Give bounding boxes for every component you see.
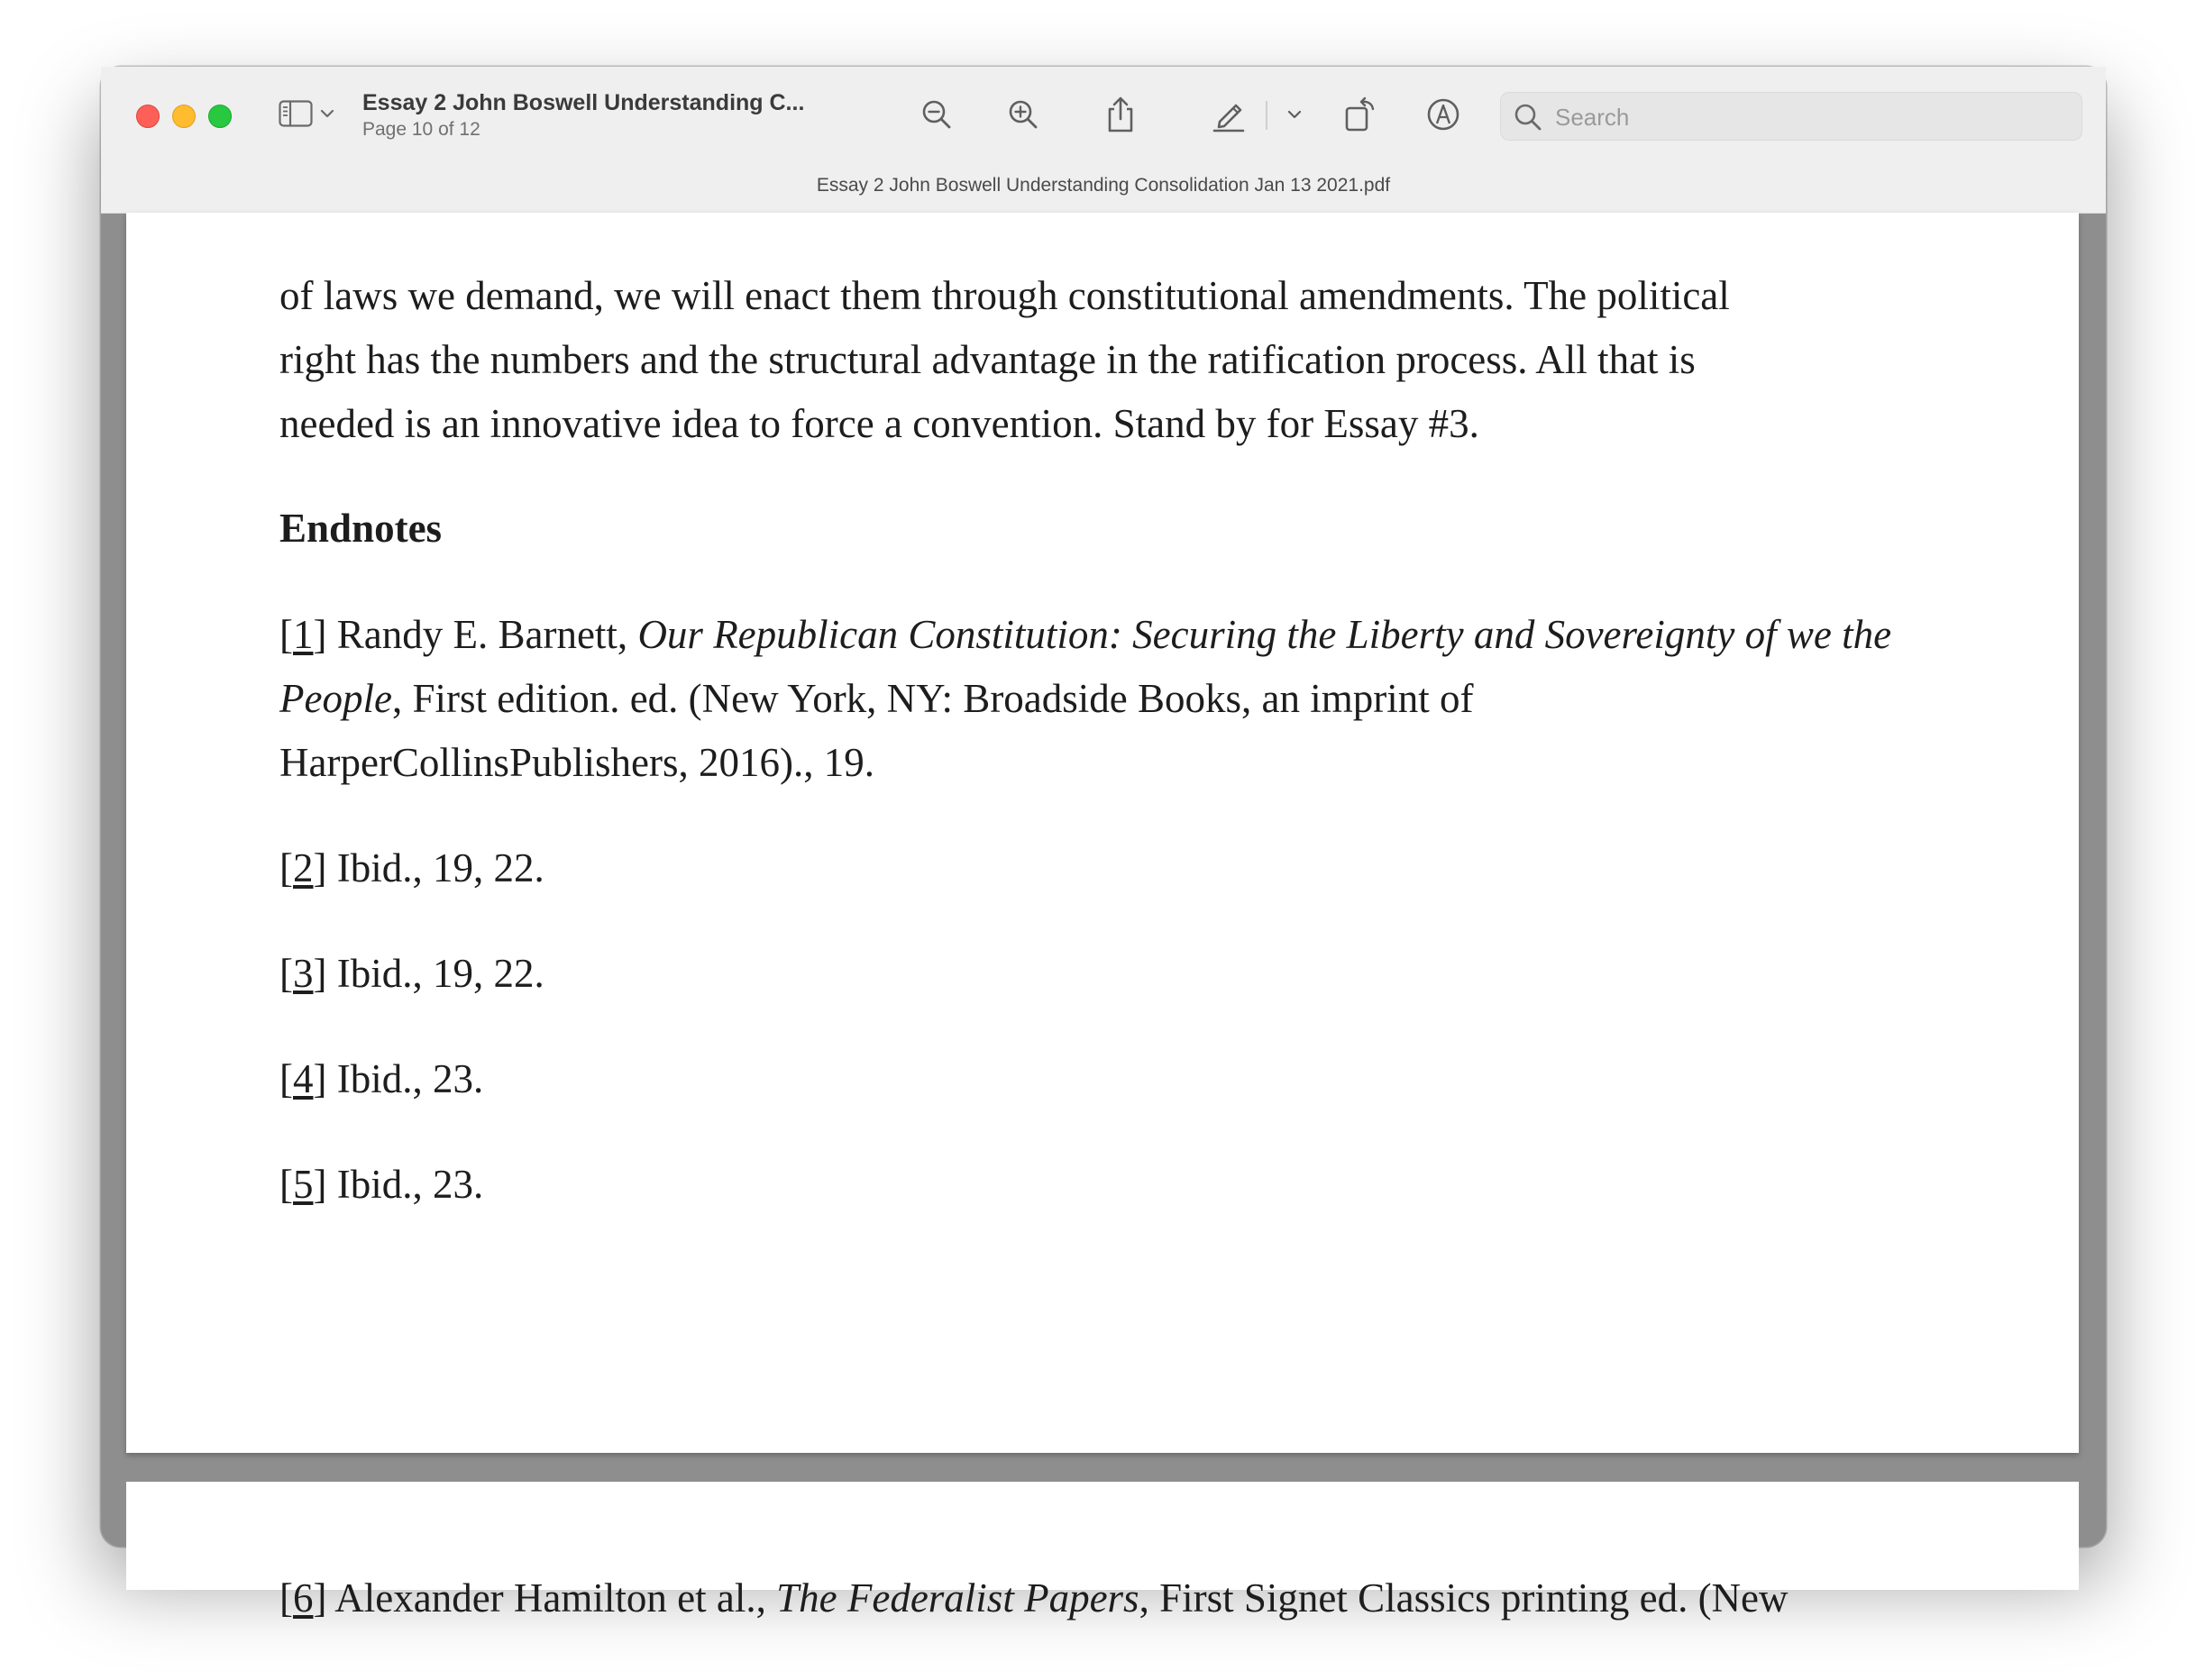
search-input[interactable] bbox=[1553, 100, 2062, 134]
highlight-options-button[interactable] bbox=[1278, 94, 1311, 135]
body-text-line: of laws we demand, we will enact them through constitutional amendments. The political bbox=[279, 273, 1730, 318]
endnote-5: [5] Ibid., 23. bbox=[279, 1162, 484, 1207]
markup-button[interactable] bbox=[1423, 94, 1464, 135]
endnote-title: The Federalist Papers bbox=[776, 1575, 1139, 1621]
markup-icon bbox=[1425, 96, 1461, 132]
toolbar-divider bbox=[1266, 101, 1267, 130]
endnote-1-line-2 bbox=[279, 675, 1474, 722]
close-button[interactable] bbox=[136, 105, 160, 128]
endnote-6: [6] Alexander Hamilton et al., The Federalist Papers, First Signet Classics printing ed. (New bbox=[279, 1575, 1789, 1621]
endnote-3: [3] Ibid., 19, 22. bbox=[279, 951, 544, 996]
share-icon bbox=[1104, 96, 1137, 133]
chevron-down-icon bbox=[320, 107, 334, 123]
highlight-pen-icon bbox=[1211, 96, 1247, 132]
minimize-button[interactable] bbox=[172, 105, 196, 128]
endnote-text: Ibid., 23. bbox=[326, 1162, 484, 1207]
endnote-citation: , First Signet Classics printing ed. (New bbox=[1139, 1575, 1789, 1621]
endnote-author: Alexander Hamilton et al., bbox=[326, 1575, 777, 1621]
endnote-link[interactable]: 2 bbox=[293, 845, 314, 890]
endnote-title: Our Republican Constitution: Securing the Liberty and Sovereignty of we the bbox=[637, 612, 1892, 657]
rotate-icon bbox=[1342, 96, 1378, 133]
endnote-link[interactable]: 3 bbox=[293, 951, 314, 996]
page-indicator: Page 10 of 12 bbox=[362, 119, 480, 140]
endnote-link[interactable]: 4 bbox=[293, 1056, 314, 1101]
title-bar bbox=[101, 67, 2106, 214]
body-text-line: needed is an innovative idea to force a convention. Stand by for Essay #3. bbox=[279, 401, 1479, 446]
endnote-citation: , First edition. ed. (New York, NY: Broadside Books, an imprint of bbox=[391, 676, 1474, 721]
endnote-link[interactable]: 1 bbox=[293, 612, 314, 657]
zoom-out-icon bbox=[920, 97, 954, 132]
endnote-link[interactable]: 6 bbox=[293, 1575, 314, 1621]
sidebar-toggle-button[interactable] bbox=[279, 99, 342, 132]
endnote-author: Randy E. Barnett, bbox=[326, 612, 638, 657]
zoom-in-button[interactable] bbox=[1002, 94, 1044, 135]
endnotes-heading: Endnotes bbox=[279, 506, 443, 551]
share-button[interactable] bbox=[1100, 94, 1141, 135]
endnote-4: [4] Ibid., 23. bbox=[279, 1056, 484, 1101]
sidebar-icon bbox=[279, 100, 313, 132]
zoom-out-button[interactable] bbox=[916, 94, 957, 135]
rotate-button[interactable] bbox=[1340, 94, 1381, 135]
body-text-line: right has the numbers and the structural advantage in the ratification process. All that is bbox=[279, 337, 1696, 382]
endnote-text: Ibid., 19, 22. bbox=[326, 951, 544, 996]
endnote-text: Ibid., 23. bbox=[326, 1056, 484, 1101]
zoom-in-icon bbox=[1006, 97, 1040, 132]
file-name: Essay 2 John Boswell Understanding Consolidation Jan 13 2021.pdf bbox=[816, 175, 1391, 196]
chevron-down-icon bbox=[1287, 109, 1302, 120]
search-icon bbox=[1514, 103, 1542, 136]
endnote-link[interactable]: 5 bbox=[293, 1162, 314, 1207]
endnote-title: People bbox=[279, 676, 392, 721]
maximize-button[interactable] bbox=[208, 105, 232, 128]
pdf-page-next[interactable] bbox=[126, 1482, 2079, 1621]
endnote-1: [1] Randy E. Barnett, Our Republican Constitution: Securing the Liberty and Sovereignty of we the bbox=[279, 612, 1892, 657]
pdf-page[interactable] bbox=[126, 213, 2079, 1453]
endnote-1-line-3: HarperCollinsPublishers, 2016)., 19. bbox=[279, 740, 874, 785]
document-title-block bbox=[362, 90, 867, 141]
endnote-text: Ibid., 19, 22. bbox=[326, 845, 544, 890]
search-field[interactable] bbox=[1500, 92, 2082, 141]
document-title: Essay 2 John Boswell Understanding C... bbox=[362, 90, 805, 115]
endnote-2: [2] Ibid., 19, 22. bbox=[279, 845, 544, 890]
preview-window bbox=[101, 67, 2106, 1621]
highlight-button[interactable] bbox=[1208, 94, 1249, 135]
